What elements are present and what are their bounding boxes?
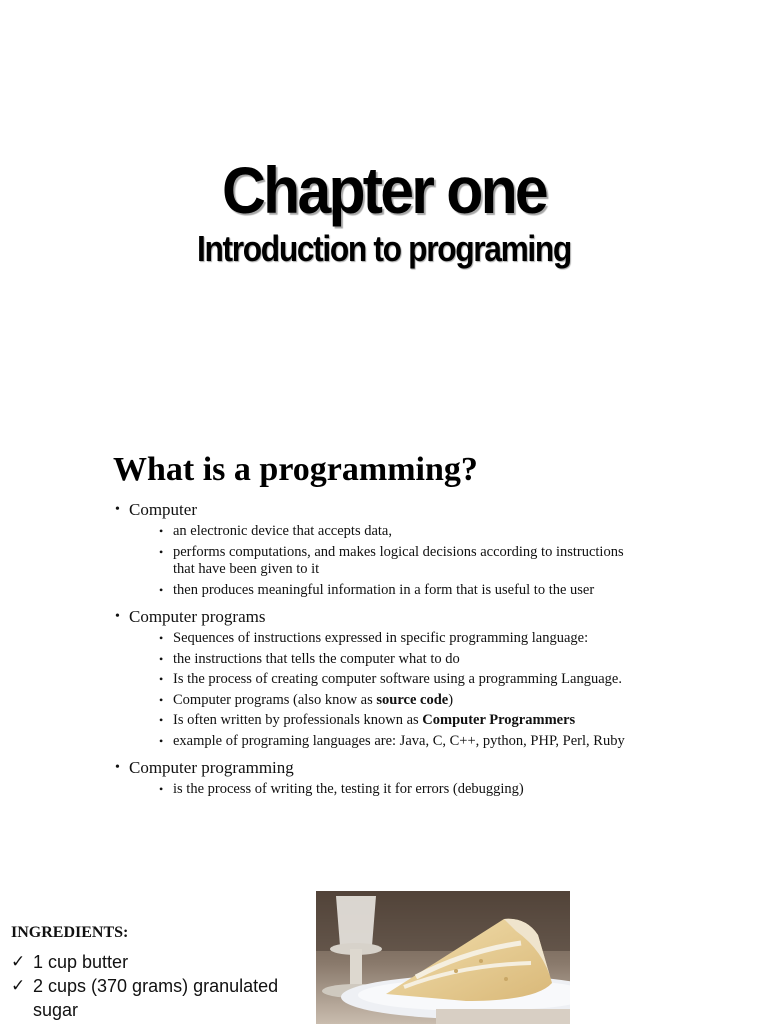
chapter-title: Chapter one (222, 153, 546, 227)
slide-heading: What is a programming? (113, 451, 478, 488)
item-emphasis: source code (376, 691, 449, 708)
item-text: Computer programs (also know as (173, 691, 377, 708)
ingredients-heading: INGREDIENTS: (11, 924, 129, 941)
list-item-source-code (157, 692, 633, 710)
list-item: • example of programing languages are: Java, C, C++, python, PHP, Perl, Ruby (157, 733, 633, 751)
cake-slice-image (316, 891, 570, 1024)
chapter-title-block (0, 150, 768, 270)
topic-label: Computer (129, 500, 197, 519)
list-item: • an electronic device that accepts data, (157, 523, 633, 541)
item-text: ) (448, 691, 454, 708)
subtopic-list (129, 630, 633, 750)
ingredient-text: 2 cups (370 grams) granulated sugar (33, 976, 279, 1020)
checkmark-icon: ✓ (11, 952, 26, 971)
subtopic-list (129, 781, 633, 799)
ingredient-item (11, 974, 291, 1022)
list-item-programmers (157, 712, 633, 730)
list-item: • Is the process of creating computer software using a programming Language. (157, 671, 633, 689)
ingredients-panel (11, 922, 291, 1022)
list-item: • the instructions that tells the computer what to do (157, 651, 633, 669)
topic-computer (113, 500, 633, 599)
ingredient-item (11, 950, 291, 974)
content-slide (113, 448, 633, 807)
list-item: • performs computations, and makes logical decisions according to instructions that have been given to it (157, 544, 633, 579)
topic-computer-programs (113, 607, 633, 750)
cake-photo (316, 891, 570, 1024)
ingredients-list (11, 950, 291, 1022)
list-item: • then produces meaningful information in a form that is useful to the user (157, 582, 633, 600)
topic-label: Computer programming (129, 758, 294, 777)
subtopic-list (129, 523, 633, 599)
topic-label: Computer programs (129, 607, 266, 626)
chapter-subtitle: Introduction to programing (197, 228, 571, 269)
list-item: • is the process of writing the, testing it for errors (debugging) (157, 781, 633, 799)
topic-computer-programming (113, 758, 633, 799)
checkmark-icon: ✓ (11, 976, 26, 995)
list-item: • Sequences of instructions expressed in specific programming language: (157, 630, 633, 648)
item-text: Is often written by professionals known as (173, 712, 423, 728)
item-emphasis: Computer Programmers (422, 712, 576, 728)
topic-list (113, 500, 633, 799)
ingredient-text: 1 cup butter (33, 952, 129, 972)
